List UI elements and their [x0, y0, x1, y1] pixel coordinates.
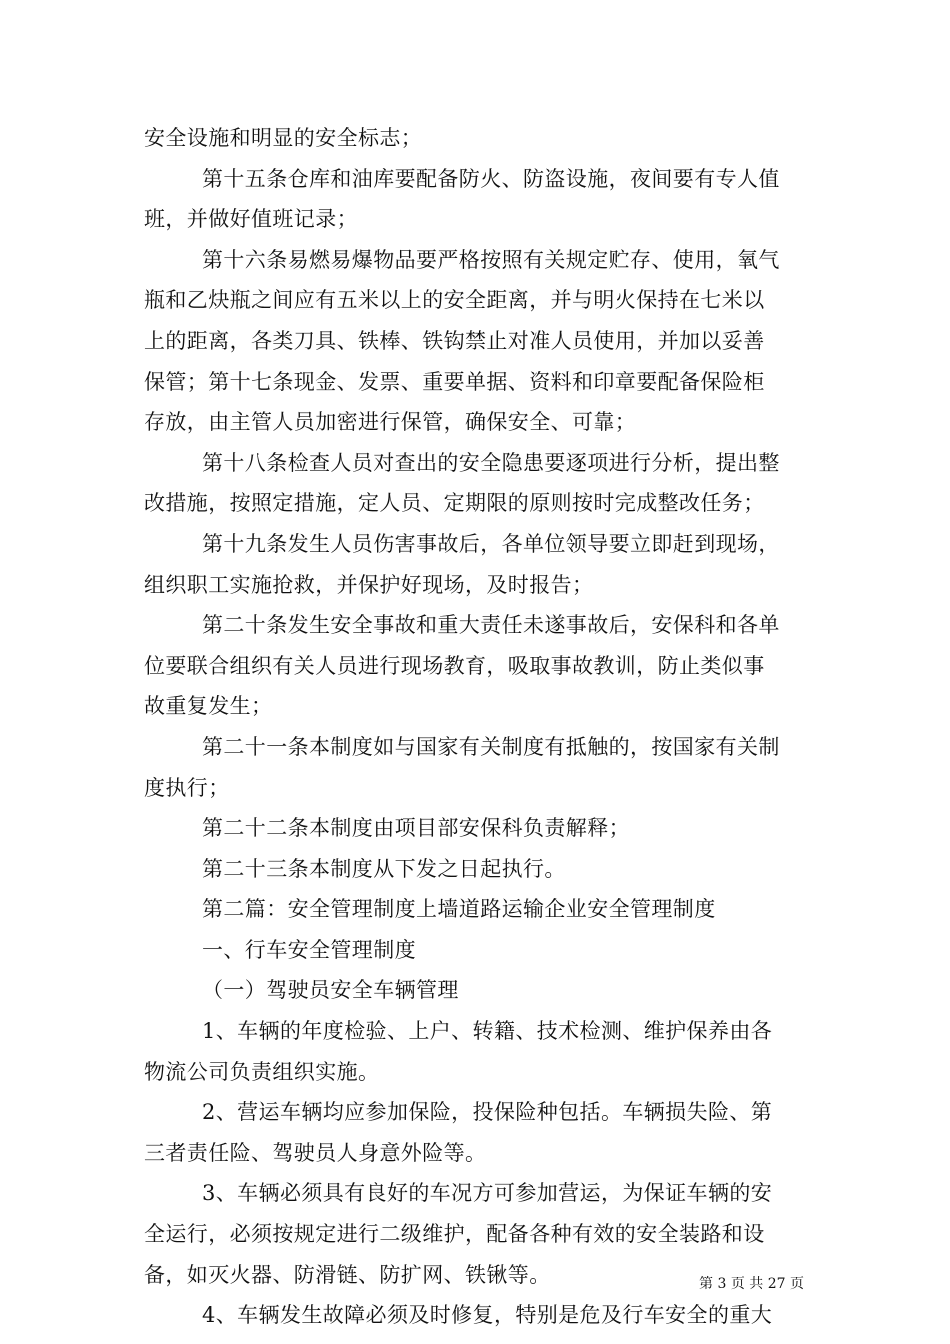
page-number: 第 3 页 共 27 页 [699, 1276, 804, 1292]
text-line: 备，如灭火器、防滑链、防扩网、铁锹等。 [144, 1262, 551, 1287]
text-line: 物流公司负责组织实施。 [144, 1059, 380, 1084]
text-line: 组织职工实施抢救，并保护好现场，及时报告； [144, 572, 594, 597]
text-line: （一）驾驶员安全车辆管理 [202, 978, 459, 1003]
text-line: 1、车辆的年度检验、上户、转籍、技术检测、维护保养由各 [202, 1019, 773, 1044]
text-line: 3、车辆必须具有良好的车况方可参加营运，为保证车辆的安 [202, 1181, 773, 1206]
text-line: 安全设施和明显的安全标志； [144, 126, 423, 150]
text-line: 位要联合组织有关人员进行现场教育，吸取事故教训，防止类似事 [144, 653, 765, 678]
text-line: 第十六条易燃易爆物品要严格按照有关规定贮存、使用，氧气 [202, 247, 780, 272]
text-line: 一、行车安全管理制度 [202, 937, 416, 962]
text-line: 瓶和乙炔瓶之间应有五米以上的安全距离，并与明火保持在七米以 [144, 288, 765, 313]
text-line: 2、营运车辆均应参加保险，投保险种包括。车辆损失险、第 [202, 1100, 773, 1125]
text-line: 4、车辆发生故障必须及时修复，特别是危及行车安全的重大 [202, 1303, 773, 1328]
text-line: 上的距离，各类刀具、铁棒、铁钩禁止对准人员使用，并加以妥善 [144, 328, 765, 353]
text-line: 改措施，按照定措施，定人员、定期限的原则按时完成整改任务； [144, 491, 765, 516]
text-line: 第十八条检查人员对查出的安全隐患要逐项进行分析，提出整 [202, 450, 780, 475]
text-line: 保管；第十七条现金、发票、重要单据、资料和印章要配备保险柜 [144, 369, 765, 394]
text-line: 第二十三条本制度从下发之日起执行。 [202, 856, 566, 881]
text-line: 第十九条发生人员伤害事故后，各单位领导要立即赶到现场， [202, 531, 780, 556]
text-line: 第二十二条本制度由项目部安保科负责解释； [202, 816, 630, 841]
text-line: 全运行，必须按规定进行二级维护，配备各种有效的安全装路和设 [144, 1222, 765, 1247]
text-line: 故重复发生； [144, 694, 273, 719]
text-line: 第二篇：安全管理制度上墙道路运输企业安全管理制度 [202, 897, 716, 922]
document-body [144, 118, 808, 1336]
text-line: 第二十一条本制度如与国家有关制度有抵触的，按国家有关制 [202, 734, 780, 759]
text-line: 第十五条仓库和油库要配备防火、防盗设施，夜间要有专人值 [202, 166, 780, 191]
text-line: 度执行； [144, 775, 230, 800]
text-line: 存放，由主管人员加密进行保管，确保安全、可靠； [144, 410, 637, 435]
text-line: 三者责任险、驾驶员人身意外险等。 [144, 1140, 487, 1165]
text-line: 班，并做好值班记录； [144, 207, 358, 232]
text-line: 第二十条发生安全事故和重大责任未遂事故后，安保科和各单 [202, 613, 780, 638]
